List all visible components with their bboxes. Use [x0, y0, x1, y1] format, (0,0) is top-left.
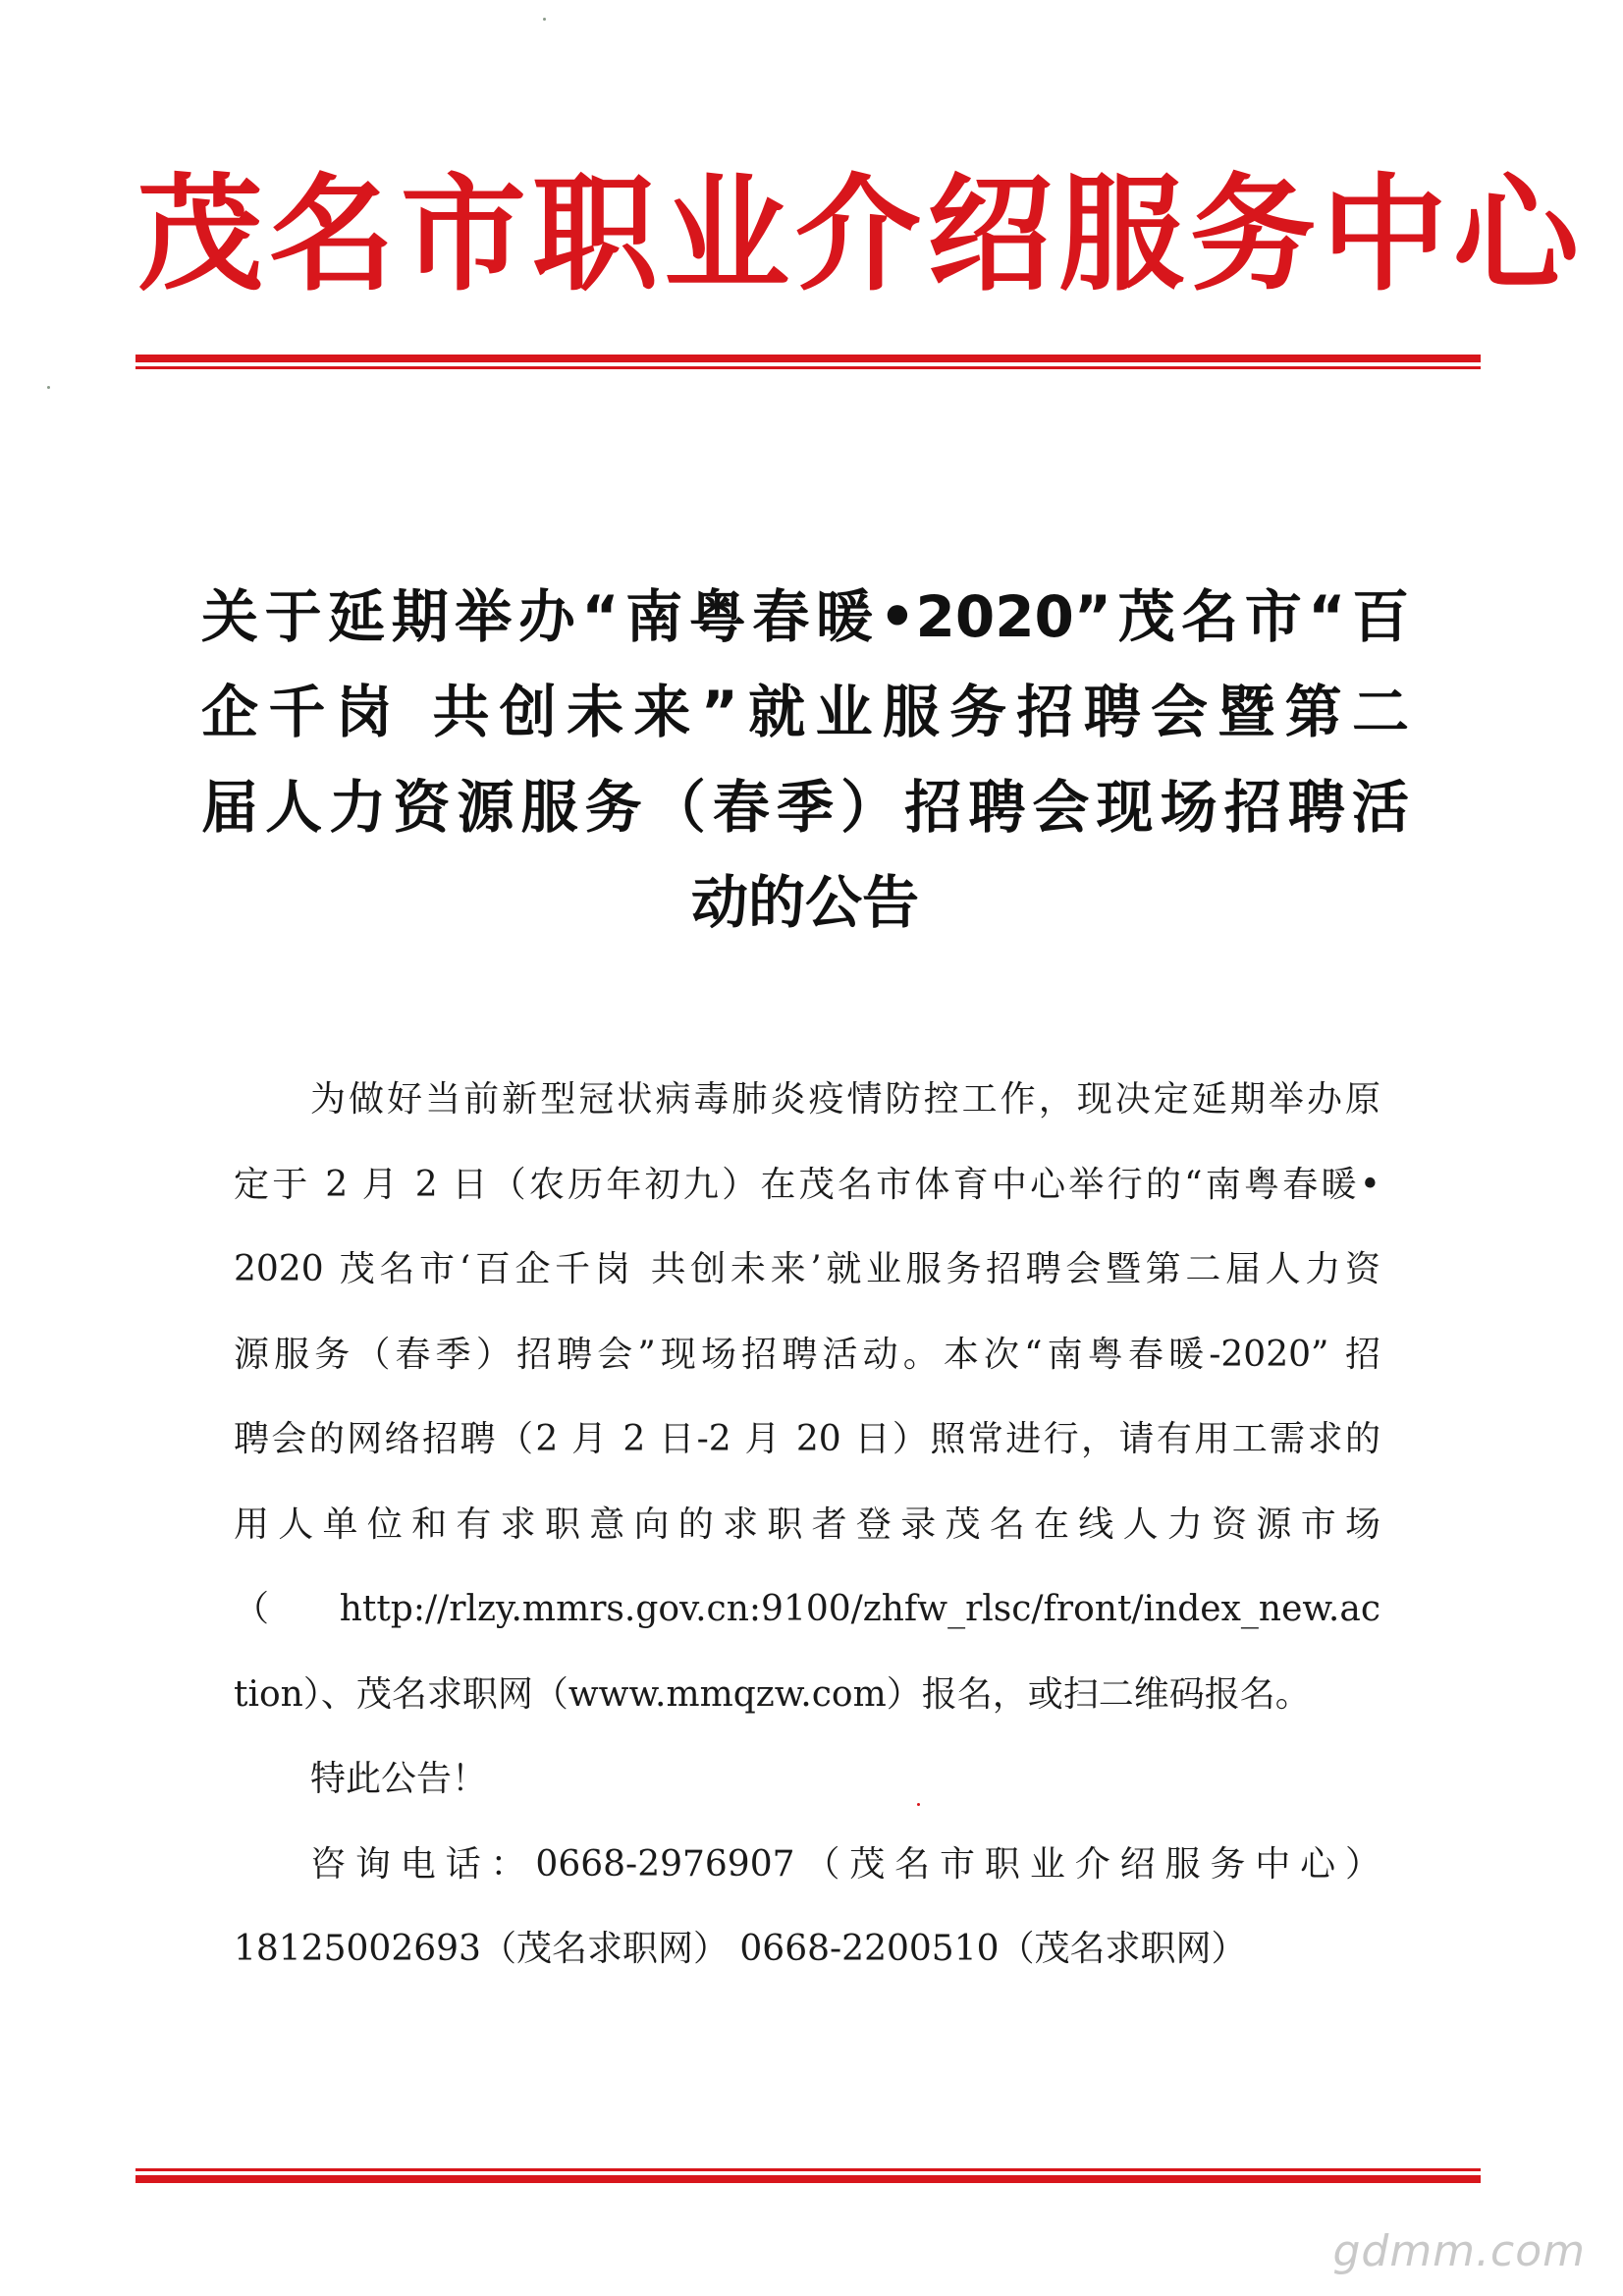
letterhead-rule-thin	[135, 366, 1481, 369]
body-line: 用人单位和有求职意向的求职者登录茂名在线人力资源市场	[234, 1503, 1380, 1545]
body-line: 源服务（春季）招聘会”现场招聘活动。本次“南粤春暖-2020” 招	[234, 1334, 1380, 1375]
body-line: 2020 茂名市‘百企千岗 共创未来’就业服务招聘会暨第二届人力资	[234, 1249, 1380, 1289]
body-line: 聘会的网络招聘（2 月 2 日-2 月 20 日）照常进行，请有用工需求的	[234, 1419, 1380, 1459]
notice-title-line: 关于延期举办“南粤春暖•2020”茂名市“百	[201, 583, 1409, 650]
notice-title-line: 企千岗 共创未来”就业服务招聘会暨第二	[201, 679, 1409, 745]
letterhead-rule-thick	[135, 355, 1481, 362]
notice-body	[234, 1058, 1380, 1993]
org-letterhead-title: 茂名市职业介绍服务中心	[137, 161, 1586, 308]
footer-rule-thick	[135, 2175, 1481, 2183]
contact-phone-line: 咨询电话：0668-2976907（茂名市职业介绍服务中心）	[310, 1843, 1380, 1885]
notice-title-line: 动的公告	[690, 869, 919, 936]
body-line: （http://rlzy.mmrs.gov.cn:9100/zhfw_rlsc/front/index_new.ac	[234, 1589, 1380, 1629]
site-watermark: gdmm.com	[1332, 2226, 1586, 2276]
notice-title	[201, 570, 1409, 951]
body-line: tion）、茂名求职网（www.mmqzw.com）报名，或扫二维码报名。	[234, 1673, 1311, 1715]
scan-speck	[47, 386, 50, 389]
body-line: 定于 2 月 2 日（农历年初九）在茂名市体育中心举行的“南粤春暖•	[234, 1164, 1380, 1205]
scan-speck	[543, 18, 546, 21]
closing-line: 特此公告！	[310, 1759, 488, 1799]
scan-speck	[917, 1803, 920, 1806]
footer-rule-thin	[135, 2168, 1481, 2171]
body-line: 为做好当前新型冠状病毒肺炎疫情防控工作，现决定延期举办原	[310, 1079, 1380, 1120]
notice-title-line: 届人力资源服务（春季）招聘会现场招聘活	[201, 774, 1409, 841]
contact-phone-line: 18125002693（茂名求职网） 0668-2200510（茂名求职网）	[234, 1929, 1247, 1969]
